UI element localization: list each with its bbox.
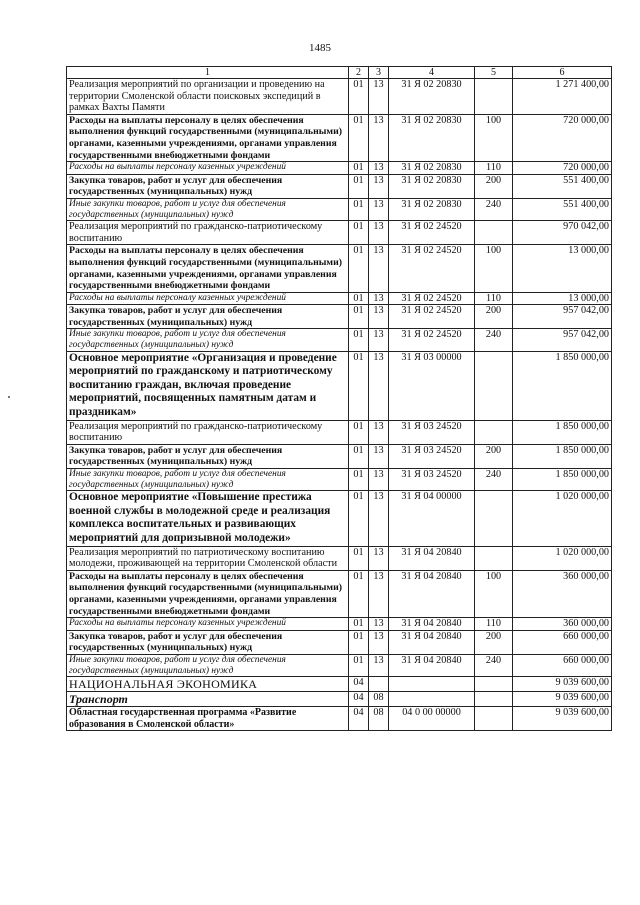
row-amount: 360 000,00 <box>513 618 612 631</box>
row-description: Иные закупки товаров, работ и услуг для обеспечения государственных (муниципальных) нужд <box>67 329 349 351</box>
row-expense-type-code <box>475 221 513 245</box>
row-target-code: 31 Я 02 24520 <box>389 292 475 305</box>
row-expense-type-code: 240 <box>475 469 513 491</box>
row-expense-type-code: 110 <box>475 618 513 631</box>
row-description: Основное мероприятие «Повышение престижа военной службы в молодежной среде и реализация комплекса воспитательных и развивающих мероприятий для допризывной молодежи» <box>67 491 349 546</box>
table-row <box>67 707 612 731</box>
row-target-code: 31 Я 02 20830 <box>389 79 475 115</box>
row-amount: 957 042,00 <box>513 305 612 329</box>
header-cell-4: 4 <box>389 67 475 79</box>
row-section-code: 01 <box>349 305 369 329</box>
table-row <box>67 630 612 654</box>
row-target-code: 31 Я 04 20840 <box>389 654 475 676</box>
row-target-code: 31 Я 03 24520 <box>389 469 475 491</box>
row-amount: 551 400,00 <box>513 174 612 198</box>
row-amount: 1 850 000,00 <box>513 420 612 444</box>
row-expense-type-code <box>475 79 513 115</box>
row-amount: 720 000,00 <box>513 114 612 161</box>
row-subsection-code: 13 <box>369 420 389 444</box>
row-subsection-code: 13 <box>369 174 389 198</box>
table-row <box>67 79 612 115</box>
table-row <box>67 618 612 631</box>
row-subsection-code: 13 <box>369 292 389 305</box>
row-description: Расходы на выплаты персоналу казенных учреждений <box>67 618 349 631</box>
row-expense-type-code: 100 <box>475 245 513 292</box>
row-amount: 13 000,00 <box>513 292 612 305</box>
row-description: Реализация мероприятий по гражданско-патриотическому воспитанию <box>67 221 349 245</box>
row-section-code: 01 <box>349 491 369 546</box>
row-expense-type-code: 100 <box>475 570 513 617</box>
row-description: Расходы на выплаты персоналу в целях обеспечения выполнения функций государственными (муниципальными) органами, казенными учреждениями, органами управления государственными внебюджетными фондами <box>67 114 349 161</box>
row-target-code: 31 Я 02 20830 <box>389 174 475 198</box>
table-row <box>67 245 612 292</box>
row-amount: 1 271 400,00 <box>513 79 612 115</box>
row-description: Расходы на выплаты персоналу в целях обеспечения выполнения функций государственными (муниципальными) органами, казенными учреждениями, органами управления государственными внебюджетными фондами <box>67 245 349 292</box>
row-section-code: 01 <box>349 198 369 220</box>
row-subsection-code: 13 <box>369 79 389 115</box>
row-description: Расходы на выплаты персоналу казенных учреждений <box>67 162 349 175</box>
row-target-code: 31 Я 02 24520 <box>389 245 475 292</box>
row-target-code: 31 Я 03 24520 <box>389 420 475 444</box>
table-row <box>67 114 612 161</box>
row-amount: 720 000,00 <box>513 162 612 175</box>
row-expense-type-code <box>475 677 513 692</box>
row-target-code: 31 Я 03 24520 <box>389 444 475 468</box>
row-section-code: 01 <box>349 469 369 491</box>
row-subsection-code: 13 <box>369 305 389 329</box>
row-expense-type-code <box>475 546 513 570</box>
row-section-code: 01 <box>349 420 369 444</box>
table-row <box>67 570 612 617</box>
row-amount: 9 039 600,00 <box>513 692 612 707</box>
row-expense-type-code: 100 <box>475 114 513 161</box>
row-amount: 9 039 600,00 <box>513 707 612 731</box>
row-expense-type-code <box>475 420 513 444</box>
row-amount: 9 039 600,00 <box>513 677 612 692</box>
scan-mark <box>8 396 10 398</box>
row-subsection-code <box>369 677 389 692</box>
row-section-code: 04 <box>349 677 369 692</box>
table-row <box>67 654 612 676</box>
row-description: Закупка товаров, работ и услуг для обеспечения государственных (муниципальных) нужд <box>67 174 349 198</box>
row-subsection-code: 13 <box>369 654 389 676</box>
row-section-code: 01 <box>349 114 369 161</box>
row-amount: 1 850 000,00 <box>513 351 612 420</box>
row-subsection-code: 13 <box>369 221 389 245</box>
row-subsection-code: 13 <box>369 630 389 654</box>
row-description: НАЦИОНАЛЬНАЯ ЭКОНОМИКА <box>67 677 349 692</box>
row-description: Основное мероприятие «Организация и проведение мероприятий по гражданскому и патриотическому воспитанию граждан, включая проведение мероприятий, посвященных памятным датам и праздникам» <box>67 351 349 420</box>
row-section-code: 01 <box>349 174 369 198</box>
row-target-code: 31 Я 04 20840 <box>389 630 475 654</box>
row-subsection-code: 13 <box>369 198 389 220</box>
row-target-code: 31 Я 04 20840 <box>389 546 475 570</box>
row-target-code: 31 Я 02 24520 <box>389 305 475 329</box>
header-cell-5: 5 <box>475 67 513 79</box>
row-amount: 1 850 000,00 <box>513 469 612 491</box>
row-subsection-code: 08 <box>369 707 389 731</box>
table-row <box>67 221 612 245</box>
row-subsection-code: 13 <box>369 444 389 468</box>
row-expense-type-code: 240 <box>475 198 513 220</box>
row-amount: 13 000,00 <box>513 245 612 292</box>
row-target-code: 31 Я 02 24520 <box>389 221 475 245</box>
row-description: Расходы на выплаты персоналу казенных учреждений <box>67 292 349 305</box>
row-section-code: 01 <box>349 162 369 175</box>
row-expense-type-code <box>475 491 513 546</box>
row-amount: 957 042,00 <box>513 329 612 351</box>
table-row <box>67 491 612 546</box>
row-expense-type-code <box>475 351 513 420</box>
row-section-code: 01 <box>349 546 369 570</box>
row-expense-type-code: 200 <box>475 630 513 654</box>
row-subsection-code: 13 <box>369 546 389 570</box>
row-amount: 660 000,00 <box>513 654 612 676</box>
row-target-code: 31 Я 03 00000 <box>389 351 475 420</box>
row-expense-type-code: 200 <box>475 305 513 329</box>
header-cell-6: 6 <box>513 67 612 79</box>
table-row <box>67 546 612 570</box>
row-amount: 551 400,00 <box>513 198 612 220</box>
row-description: Реализация мероприятий по гражданско-патриотическому воспитанию <box>67 420 349 444</box>
row-section-code: 01 <box>349 444 369 468</box>
row-section-code: 01 <box>349 654 369 676</box>
table-row <box>67 692 612 707</box>
row-subsection-code: 13 <box>369 469 389 491</box>
row-section-code: 01 <box>349 630 369 654</box>
row-description: Закупка товаров, работ и услуг для обеспечения государственных (муниципальных) нужд <box>67 305 349 329</box>
row-expense-type-code: 200 <box>475 174 513 198</box>
row-description: Иные закупки товаров, работ и услуг для обеспечения государственных (муниципальных) нужд <box>67 198 349 220</box>
row-section-code: 01 <box>349 351 369 420</box>
table-row <box>67 174 612 198</box>
header-cell-2: 2 <box>349 67 369 79</box>
row-target-code: 31 Я 04 20840 <box>389 570 475 617</box>
row-amount: 1 850 000,00 <box>513 444 612 468</box>
row-target-code <box>389 677 475 692</box>
row-section-code: 01 <box>349 221 369 245</box>
page-number: 1485 <box>309 42 331 54</box>
table-row <box>67 329 612 351</box>
header-cell-1: 1 <box>67 67 349 79</box>
row-amount: 1 020 000,00 <box>513 546 612 570</box>
row-target-code: 31 Я 02 20830 <box>389 162 475 175</box>
row-target-code: 31 Я 02 20830 <box>389 114 475 161</box>
row-expense-type-code: 200 <box>475 444 513 468</box>
row-target-code <box>389 692 475 707</box>
row-target-code: 31 Я 02 20830 <box>389 198 475 220</box>
row-subsection-code: 13 <box>369 570 389 617</box>
row-expense-type-code: 110 <box>475 292 513 305</box>
row-subsection-code: 13 <box>369 491 389 546</box>
header-cell-3: 3 <box>369 67 389 79</box>
row-target-code: 04 0 00 00000 <box>389 707 475 731</box>
table-row <box>67 469 612 491</box>
table-row <box>67 162 612 175</box>
row-section-code: 01 <box>349 570 369 617</box>
row-expense-type-code <box>475 707 513 731</box>
table-row <box>67 444 612 468</box>
row-target-code: 31 Я 04 20840 <box>389 618 475 631</box>
row-section-code: 01 <box>349 292 369 305</box>
row-section-code: 01 <box>349 618 369 631</box>
row-section-code: 01 <box>349 245 369 292</box>
table-row <box>67 292 612 305</box>
row-description: Реализация мероприятий по организации и проведению на территории Смоленской области поисковых экспедиций в рамках Вахты Памяти <box>67 79 349 115</box>
row-description: Расходы на выплаты персоналу в целях обеспечения выполнения функций государственными (муниципальными) органами, казенными учреждениями, органами управления государственными внебюджетными фондами <box>67 570 349 617</box>
row-target-code: 31 Я 04 00000 <box>389 491 475 546</box>
row-expense-type-code: 240 <box>475 329 513 351</box>
table-row <box>67 198 612 220</box>
row-subsection-code: 13 <box>369 245 389 292</box>
row-subsection-code: 13 <box>369 351 389 420</box>
row-description: Закупка товаров, работ и услуг для обеспечения государственных (муниципальных) нужд <box>67 444 349 468</box>
row-section-code: 01 <box>349 329 369 351</box>
budget-table <box>66 66 612 731</box>
row-subsection-code: 08 <box>369 692 389 707</box>
row-subsection-code: 13 <box>369 114 389 161</box>
row-description: Областная государственная программа «Развитие образования в Смоленской области» <box>67 707 349 731</box>
row-description: Транспорт <box>67 692 349 707</box>
table-row <box>67 305 612 329</box>
row-subsection-code: 13 <box>369 618 389 631</box>
table-row <box>67 351 612 420</box>
table-row <box>67 420 612 444</box>
row-amount: 660 000,00 <box>513 630 612 654</box>
row-section-code: 04 <box>349 692 369 707</box>
row-amount: 1 020 000,00 <box>513 491 612 546</box>
row-description: Реализация мероприятий по патриотическому воспитанию молодежи, проживающей на территории Смоленской области <box>67 546 349 570</box>
row-expense-type-code: 110 <box>475 162 513 175</box>
row-description: Иные закупки товаров, работ и услуг для обеспечения государственных (муниципальных) нужд <box>67 469 349 491</box>
row-target-code: 31 Я 02 24520 <box>389 329 475 351</box>
row-expense-type-code <box>475 692 513 707</box>
row-amount: 970 042,00 <box>513 221 612 245</box>
row-section-code: 01 <box>349 79 369 115</box>
row-section-code: 04 <box>349 707 369 731</box>
row-description: Иные закупки товаров, работ и услуг для обеспечения государственных (муниципальных) нужд <box>67 654 349 676</box>
row-expense-type-code: 240 <box>475 654 513 676</box>
table-header-row <box>67 67 612 79</box>
row-amount: 360 000,00 <box>513 570 612 617</box>
table-row <box>67 677 612 692</box>
row-subsection-code: 13 <box>369 329 389 351</box>
row-subsection-code: 13 <box>369 162 389 175</box>
row-description: Закупка товаров, работ и услуг для обеспечения государственных (муниципальных) нужд <box>67 630 349 654</box>
